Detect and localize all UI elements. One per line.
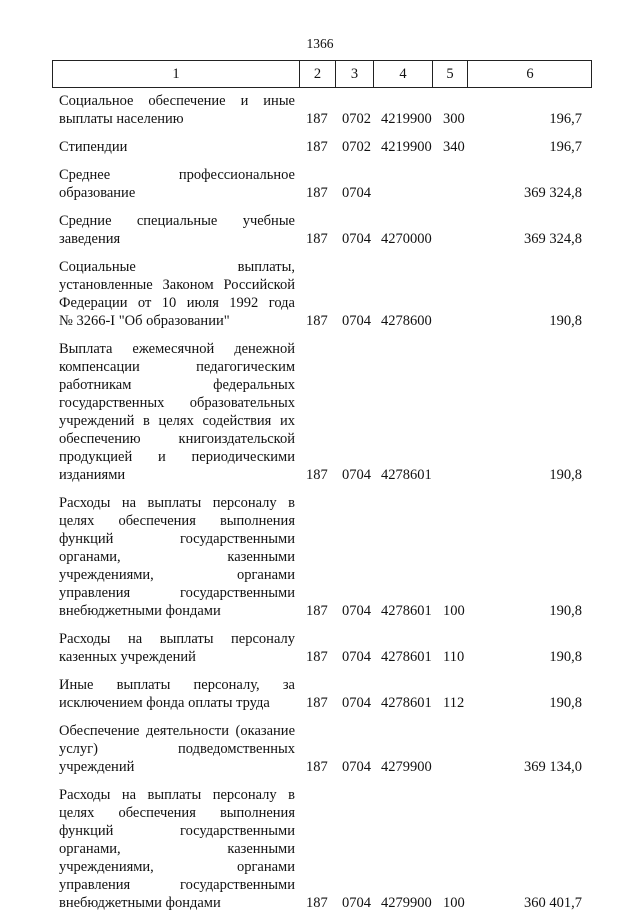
row-cell-c6: 190,8 bbox=[549, 603, 582, 619]
row-cell-c2: 187 bbox=[306, 895, 328, 911]
row-name-line: органами, казенными bbox=[59, 549, 295, 565]
row-name-line: № 3266-I "Об образовании" bbox=[59, 313, 230, 329]
row-name-line: учреждениями, органами bbox=[59, 567, 295, 583]
row-cell-c4: 4278601 bbox=[381, 467, 432, 483]
header-col-3: 3 bbox=[335, 61, 373, 87]
table-header bbox=[52, 60, 592, 88]
table-row bbox=[0, 494, 640, 620]
row-name-line: органами, казенными bbox=[59, 841, 295, 857]
table-row bbox=[0, 722, 640, 776]
row-cell-c4: 4278600 bbox=[381, 313, 432, 329]
row-name-line: управления государственными bbox=[59, 585, 295, 601]
row-name-line: целях обеспечения выполнения bbox=[59, 513, 295, 529]
row-name-line: Социальные выплаты, bbox=[59, 259, 295, 275]
row-cell-c5: 300 bbox=[443, 111, 465, 127]
row-name-line: учреждениями, органами bbox=[59, 859, 295, 875]
table-row bbox=[0, 212, 640, 248]
row-name bbox=[59, 138, 295, 156]
row-name-line: Среднее профессиональное bbox=[59, 167, 295, 183]
table-row bbox=[0, 340, 640, 484]
row-cell-c6: 190,8 bbox=[549, 695, 582, 711]
row-name-line: функций государственными bbox=[59, 823, 295, 839]
table-row bbox=[0, 138, 640, 156]
header-col-4: 4 bbox=[373, 61, 432, 87]
row-cell-c6: 369 134,0 bbox=[524, 759, 582, 775]
table-row bbox=[0, 166, 640, 202]
row-cell-c6: 196,7 bbox=[549, 139, 582, 155]
row-name-line: учреждений в целях содействия их bbox=[59, 413, 295, 429]
row-cell-c4: 4270000 bbox=[381, 231, 432, 247]
row-name-line: обеспечению книгоиздательской bbox=[59, 431, 295, 447]
row-cell-c4: 4278601 bbox=[381, 695, 432, 711]
row-name-line: заведения bbox=[59, 231, 121, 247]
row-name-line: Расходы на выплаты персоналу bbox=[59, 631, 295, 647]
row-cell-c3: 0704 bbox=[342, 895, 371, 911]
table-row bbox=[0, 630, 640, 666]
row-name-line: Средние специальные учебные bbox=[59, 213, 295, 229]
row-cell-c2: 187 bbox=[306, 759, 328, 775]
row-name-line: целях обеспечения выполнения bbox=[59, 805, 295, 821]
row-cell-c2: 187 bbox=[306, 649, 328, 665]
row-cell-c3: 0704 bbox=[342, 759, 371, 775]
row-cell-c5: 112 bbox=[443, 695, 465, 711]
row-name bbox=[59, 786, 295, 912]
row-name-line: Расходы на выплаты персоналу в bbox=[59, 787, 295, 803]
row-cell-c3: 0704 bbox=[342, 185, 371, 201]
row-cell-c4: 4219900 bbox=[381, 139, 432, 155]
row-cell-c3: 0704 bbox=[342, 649, 371, 665]
row-name bbox=[59, 340, 295, 484]
table-row bbox=[0, 676, 640, 712]
row-name-line: внебюджетными фондами bbox=[59, 895, 221, 911]
row-cell-c2: 187 bbox=[306, 139, 328, 155]
row-name-line: исключением фонда оплаты труда bbox=[59, 695, 270, 711]
row-cell-c5: 110 bbox=[443, 649, 465, 665]
row-cell-c6: 360 401,7 bbox=[524, 895, 582, 911]
row-cell-c3: 0704 bbox=[342, 313, 371, 329]
row-cell-c4: 4278601 bbox=[381, 649, 432, 665]
row-name-line: установленные Законом Российской bbox=[59, 277, 295, 293]
row-name-line: услуг) подведомственных bbox=[59, 741, 295, 757]
header-col-1: 1 bbox=[172, 66, 180, 82]
row-cell-c2: 187 bbox=[306, 603, 328, 619]
row-cell-c6: 196,7 bbox=[549, 111, 582, 127]
row-name bbox=[59, 676, 295, 712]
row-cell-c6: 190,8 bbox=[549, 649, 582, 665]
row-cell-c2: 187 bbox=[306, 467, 328, 483]
row-cell-c5: 340 bbox=[443, 139, 465, 155]
page-number: 1366 bbox=[306, 36, 334, 51]
row-cell-c4: 4219900 bbox=[381, 111, 432, 127]
header-col-6: 6 bbox=[467, 61, 592, 87]
row-name-line: Обеспечение деятельности (оказание bbox=[59, 723, 295, 739]
row-name-line: казенных учреждений bbox=[59, 649, 196, 665]
row-name bbox=[59, 92, 295, 128]
row-name-line: управления государственными bbox=[59, 877, 295, 893]
row-name-line: Социальное обеспечение и иные bbox=[59, 93, 295, 109]
row-name-line: внебюджетными фондами bbox=[59, 603, 221, 619]
row-name-line: продукцией и периодическими bbox=[59, 449, 295, 465]
row-name bbox=[59, 630, 295, 666]
table-row bbox=[0, 786, 640, 912]
row-cell-c2: 187 bbox=[306, 695, 328, 711]
row-cell-c5: 100 bbox=[443, 603, 465, 619]
row-name-line: работникам федеральных bbox=[59, 377, 295, 393]
row-name-line: Выплата ежемесячной денежной bbox=[59, 341, 295, 357]
row-name bbox=[59, 258, 295, 330]
row-cell-c2: 187 bbox=[306, 231, 328, 247]
row-cell-c5: 100 bbox=[443, 895, 465, 911]
row-cell-c6: 369 324,8 bbox=[524, 185, 582, 201]
row-cell-c4: 4279900 bbox=[381, 895, 432, 911]
header-col-2: 2 bbox=[299, 61, 335, 87]
row-cell-c4: 4279900 bbox=[381, 759, 432, 775]
row-cell-c3: 0704 bbox=[342, 231, 371, 247]
row-name-line: образование bbox=[59, 185, 136, 201]
row-cell-c3: 0704 bbox=[342, 695, 371, 711]
row-name-line: компенсации педагогическим bbox=[59, 359, 295, 375]
row-cell-c3: 0704 bbox=[342, 603, 371, 619]
row-name-line: Расходы на выплаты персоналу в bbox=[59, 495, 295, 511]
row-name-line: учреждений bbox=[59, 759, 135, 775]
row-name-line: Стипендии bbox=[59, 139, 128, 155]
row-cell-c4: 4278601 bbox=[381, 603, 432, 619]
row-cell-c3: 0704 bbox=[342, 467, 371, 483]
table-row bbox=[0, 92, 640, 128]
row-name bbox=[59, 722, 295, 776]
row-name-line: выплаты населению bbox=[59, 111, 184, 127]
header-col-5: 5 bbox=[432, 61, 467, 87]
table-row bbox=[0, 258, 640, 330]
row-cell-c3: 0702 bbox=[342, 111, 371, 127]
row-name bbox=[59, 494, 295, 620]
row-cell-c2: 187 bbox=[306, 185, 328, 201]
row-name-line: Федерации от 10 июля 1992 года bbox=[59, 295, 295, 311]
row-name-line: функций государственными bbox=[59, 531, 295, 547]
row-name-line: изданиями bbox=[59, 467, 126, 483]
row-name bbox=[59, 212, 295, 248]
row-cell-c6: 190,8 bbox=[549, 467, 582, 483]
row-cell-c3: 0702 bbox=[342, 139, 371, 155]
row-cell-c2: 187 bbox=[306, 313, 328, 329]
row-cell-c6: 190,8 bbox=[549, 313, 582, 329]
row-cell-c6: 369 324,8 bbox=[524, 231, 582, 247]
row-name bbox=[59, 166, 295, 202]
row-name-line: государственных образовательных bbox=[59, 395, 295, 411]
row-cell-c2: 187 bbox=[306, 111, 328, 127]
row-name-line: Иные выплаты персоналу, за bbox=[59, 677, 295, 693]
